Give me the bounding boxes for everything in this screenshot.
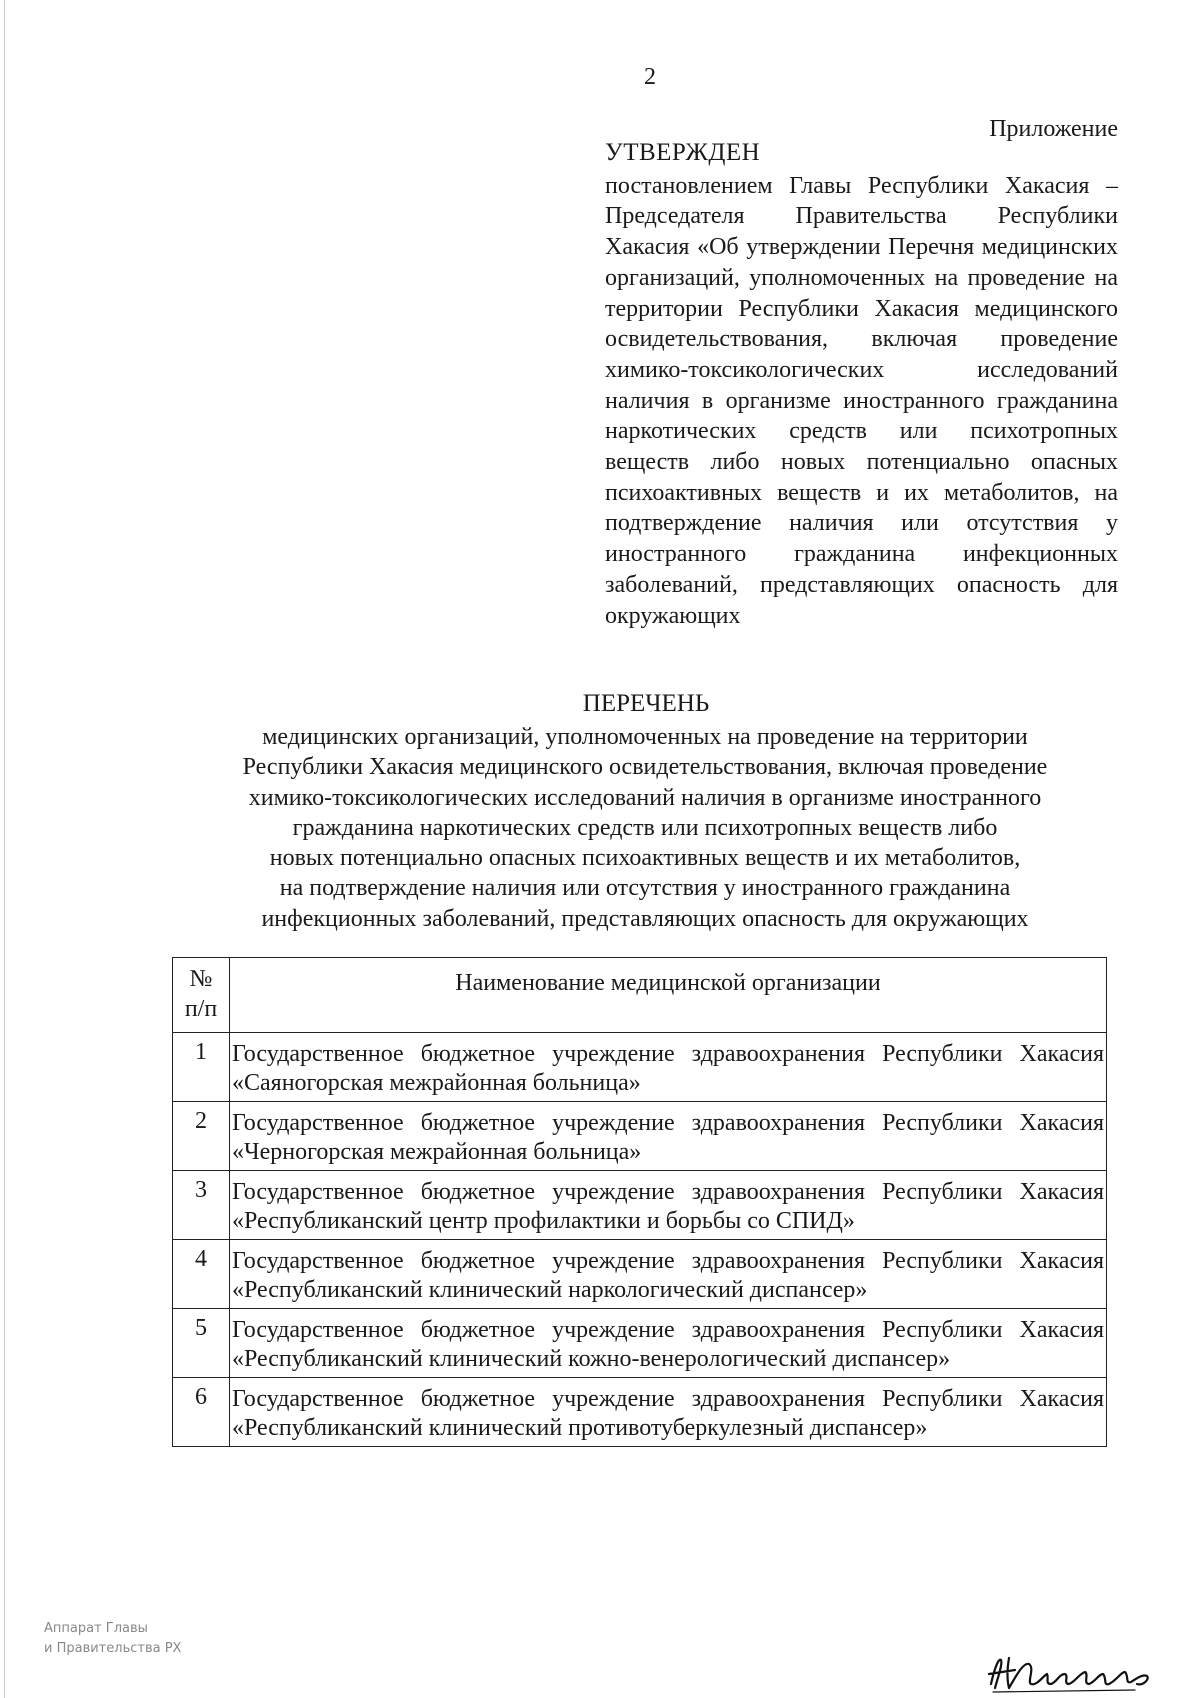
office-stamp (44, 1619, 181, 1659)
table-row (173, 1378, 1107, 1447)
page-number: 2 (644, 64, 656, 90)
row-number: 5 (173, 1309, 230, 1378)
row-number: 6 (173, 1378, 230, 1447)
list-subtitle (190, 722, 1100, 934)
stamp-line: Аппарат Главы (44, 1621, 148, 1636)
organization-name: Государственное бюджетное учреждение здравоохранения Республики Хакасия «Республиканский клинический противотуберкулезный диспансер» (230, 1378, 1107, 1447)
organization-name: Государственное бюджетное учреждение здравоохранения Республики Хакасия «Республиканский центр профилактики и борьбы со СПИД» (230, 1171, 1107, 1240)
organization-name: Государственное бюджетное учреждение здравоохранения Республики Хакасия «Республиканский клинический кожно-венерологический диспансер» (230, 1309, 1107, 1378)
table-row (173, 1240, 1107, 1309)
subtitle-line: инфекционных заболеваний, представляющих опасность для окружающих (261, 905, 1029, 932)
approval-block (605, 138, 1118, 631)
table-row (173, 1171, 1107, 1240)
header-num-symbol: № (189, 966, 213, 992)
table-row (173, 1033, 1107, 1102)
scan-edge-line (4, 0, 5, 1698)
header-name: Наименование медицинской организации (230, 958, 1107, 1033)
row-number: 3 (173, 1171, 230, 1240)
approved-heading: УТВЕРЖДЕН (605, 139, 761, 166)
row-number: 2 (173, 1102, 230, 1171)
row-number: 4 (173, 1240, 230, 1309)
list-title: ПЕРЕЧЕНЬ (582, 690, 710, 717)
subtitle-line: новых потенциально опасных психоактивных веществ и их метаболитов, (269, 845, 1021, 872)
table-row (173, 1102, 1107, 1171)
handwritten-signature (985, 1648, 1160, 1696)
row-number: 1 (173, 1033, 230, 1102)
table-row (173, 1309, 1107, 1378)
stamp-line: и Правительства РХ (44, 1641, 182, 1656)
subtitle-line: медицинских организаций, уполномоченных на проведение на территории (262, 724, 1028, 750)
organization-name: Государственное бюджетное учреждение здравоохранения Республики Хакасия «Саяногорская межрайонная больница» (230, 1033, 1107, 1102)
approval-text: постановлением Главы Республики Хакасия – Председателя Правительства Республики Хакасия «Об утверждении Перечня медицинских организаций, уполномоченных на проведение на территории Республики Хакасия медицинского освидетельствования, включая проведение химико-токсикологических исследований наличия в организме иностранного гражданина наркотических средств или психотропных веществ либо новых потенциально опасных психоактивных веществ и их метаболитов, на подтверждение наличия или отсутствия у иностранного гражданина инфекционных заболеваний, представляющих опасность для окружающих (605, 172, 1118, 629)
organization-name: Государственное бюджетное учреждение здравоохранения Республики Хакасия «Черногорская межрайонная больница» (230, 1102, 1107, 1171)
organization-name: Государственное бюджетное учреждение здравоохранения Республики Хакасия «Республиканский клинический наркологический диспансер» (230, 1240, 1107, 1309)
subtitle-line: химико-токсикологических исследований наличия в организме иностранного (248, 784, 1042, 811)
appendix-label: Приложение (989, 116, 1118, 142)
subtitle-line: на подтверждение наличия или отсутствия у иностранного гражданина (279, 875, 1011, 902)
subtitle-line: гражданина наркотических средств или психотропных веществ либо (292, 814, 998, 841)
table-header-row (173, 958, 1107, 1033)
header-num-abbr: п/п (184, 996, 218, 1022)
organizations-table (172, 957, 1107, 1447)
header-num (173, 958, 230, 1033)
subtitle-line: Республики Хакасия медицинского освидетельствования, включая проведение (242, 754, 1048, 781)
